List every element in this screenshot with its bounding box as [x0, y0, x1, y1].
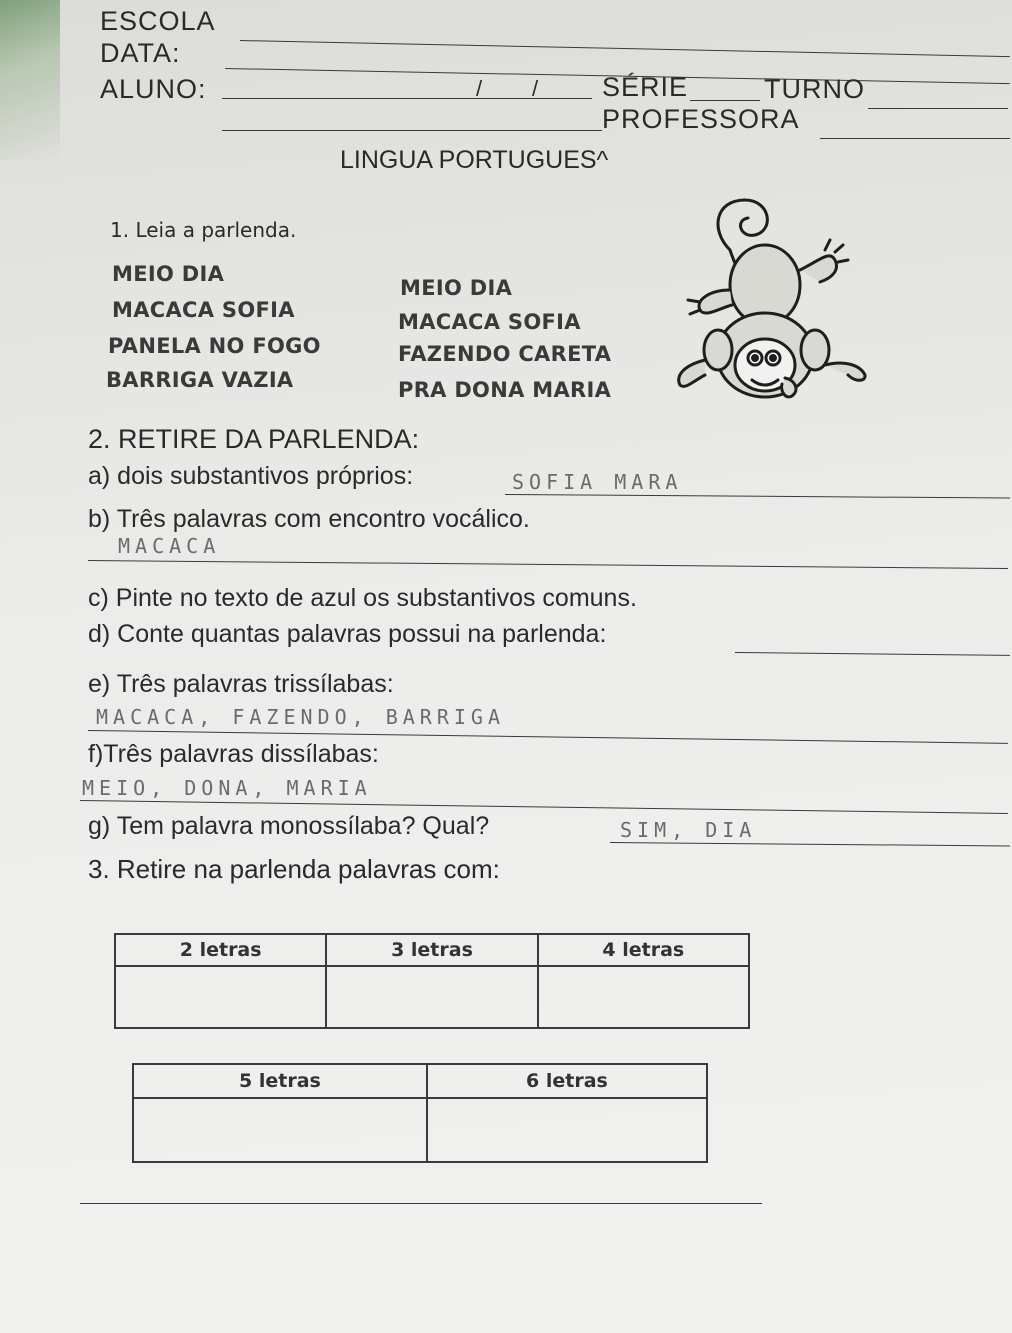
verse-left-4: BARRIGA VAZIA: [106, 368, 294, 392]
cell-2-letras[interactable]: [115, 966, 326, 1028]
header-2-letras: 2 letras: [115, 934, 326, 966]
answer-b: MACACA: [118, 534, 221, 558]
date-label: DATA:: [100, 38, 181, 68]
answer-e: MACACA, FAZENDO, BARRIGA: [96, 705, 505, 729]
exercise1-instruction: 1. Leia a parlenda.: [110, 218, 297, 242]
cell-6-letras[interactable]: [427, 1098, 707, 1162]
answer-f: MEIO, DONA, MARIA: [82, 776, 372, 800]
answer-g: SIM, DIA: [620, 818, 757, 842]
monkey-illustration: [660, 190, 885, 410]
verse-left-3: PANELA NO FOGO: [108, 334, 321, 358]
student-line-2: [222, 130, 602, 131]
header-3-letras: 3 letras: [326, 934, 537, 966]
letters-table-2: [132, 1063, 708, 1163]
teacher-label: PROFESSORA: [602, 104, 800, 134]
verse-right-4: PRA DONA MARIA: [398, 378, 612, 402]
bottom-line: [80, 1203, 762, 1204]
date-slash-2: /: [532, 76, 539, 101]
verse-right-3: FAZENDO CARETA: [398, 342, 612, 366]
background-edge: [0, 0, 60, 160]
question-c: c) Pinte no texto de azul os substantivos comuns.: [88, 584, 637, 612]
question-f: f)Três palavras dissílabas:: [88, 740, 379, 768]
exercise3-title: 3. Retire na parlenda palavras com:: [88, 854, 500, 884]
date-slash-1: /: [476, 76, 483, 101]
verse-left-2: MACACA SOFIA: [112, 298, 295, 322]
header-5-letras: 5 letras: [133, 1064, 427, 1098]
question-d: d) Conte quantas palavras possui na parlenda:: [88, 620, 607, 648]
header-4-letras: 4 letras: [538, 934, 749, 966]
exercise2-title: 2. RETIRE DA PARLENDA:: [88, 424, 420, 454]
subject-title: LINGUA PORTUGUES^: [340, 146, 609, 174]
question-a: a) dois substantivos próprios:: [88, 462, 414, 490]
cell-4-letras[interactable]: [538, 966, 749, 1028]
question-e: e) Três palavras trissílabas:: [88, 670, 394, 698]
verse-right-1: MEIO DIA: [400, 276, 513, 300]
student-label: ALUNO:: [100, 74, 207, 104]
school-label: ESCOLA: [100, 6, 216, 36]
header-6-letras: 6 letras: [427, 1064, 707, 1098]
shift-line: [868, 108, 1008, 109]
verse-left-1: MEIO DIA: [112, 262, 225, 286]
question-g: g) Tem palavra monossílaba? Qual?: [88, 812, 490, 840]
grade-label: SÉRIE: [602, 72, 689, 102]
shift-label: TURNO: [764, 74, 865, 104]
grade-line: [690, 100, 760, 101]
question-b: b) Três palavras com encontro vocálico.: [88, 505, 530, 533]
verse-right-2: MACACA SOFIA: [398, 310, 581, 334]
cell-3-letras[interactable]: [326, 966, 537, 1028]
cell-5-letras[interactable]: [133, 1098, 427, 1162]
letters-table-1: [114, 933, 750, 1029]
teacher-line: [820, 138, 1010, 139]
answer-a: SOFIA MARA: [512, 470, 683, 494]
